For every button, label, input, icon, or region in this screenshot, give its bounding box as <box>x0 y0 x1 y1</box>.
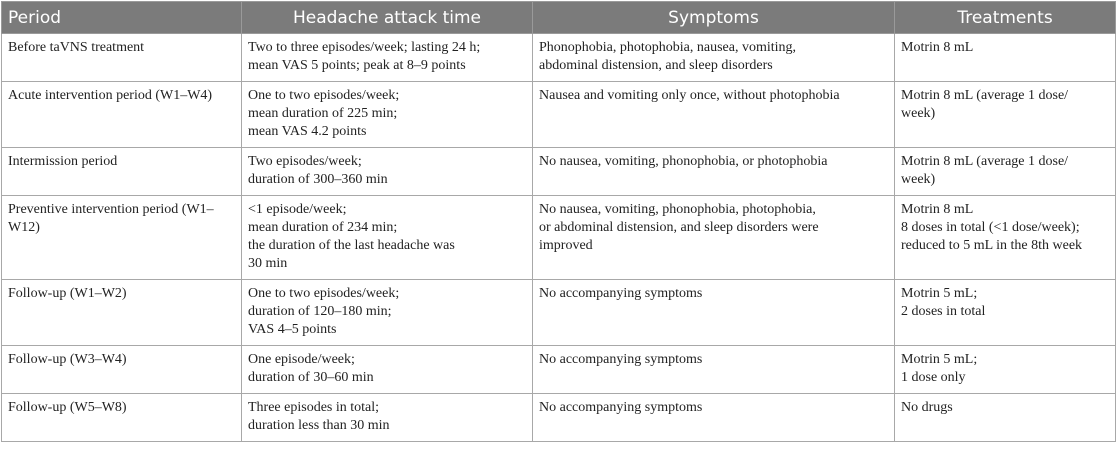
cell-line: Motrin 5 mL; <box>901 286 978 301</box>
cell-line: One to two episodes/week; <box>248 88 400 103</box>
cell-line: reduced to 5 mL in the 8th week <box>901 238 1083 253</box>
attack-time-cell <box>242 394 533 442</box>
period-cell: Follow-up (W1–W2) <box>2 280 242 346</box>
cell-line: 2 doses in total <box>901 304 986 319</box>
cell-line: duration less than 30 min <box>248 418 390 433</box>
cell-line: Two episodes/week; <box>248 154 362 169</box>
cell-line: Two to three episodes/week; lasting 24 h; <box>248 40 481 55</box>
cell-line: improved <box>539 238 593 253</box>
table-row <box>2 34 1116 82</box>
cell-line: <1 episode/week; <box>248 202 347 217</box>
treatments-cell <box>895 394 1116 442</box>
cell-line: No nausea, vomiting, phonophobia, or photophobia <box>539 154 828 169</box>
cell-line: week) <box>901 106 936 121</box>
treatments-cell <box>895 34 1116 82</box>
period-cell: Follow-up (W3–W4) <box>2 346 242 394</box>
attack-time-cell <box>242 148 533 196</box>
treatments-cell <box>895 196 1116 280</box>
cell-line: abdominal distension, and sleep disorders <box>539 58 773 73</box>
attack-time-cell <box>242 196 533 280</box>
symptoms-cell <box>533 346 895 394</box>
attack-time-cell <box>242 346 533 394</box>
cell-line: duration of 120–180 min; <box>248 304 392 319</box>
table-row <box>2 148 1116 196</box>
cell-line: duration of 30–60 min <box>248 370 374 385</box>
header-symptoms: Symptoms <box>533 2 895 34</box>
cell-line: Motrin 8 mL <box>901 40 974 55</box>
table-row <box>2 82 1116 148</box>
cell-line: One episode/week; <box>248 352 355 367</box>
header-row <box>2 2 1116 34</box>
header-attack-time: Headache attack time <box>242 2 533 34</box>
table-row <box>2 196 1116 280</box>
cell-line: mean duration of 225 min; <box>248 106 398 121</box>
cell-line: 8 doses in total (<1 dose/week); <box>901 220 1080 235</box>
attack-time-cell <box>242 82 533 148</box>
cell-line: mean VAS 4.2 points <box>248 124 367 139</box>
symptoms-cell <box>533 394 895 442</box>
treatments-cell <box>895 148 1116 196</box>
symptoms-cell <box>533 82 895 148</box>
cell-line: 1 dose only <box>901 370 966 385</box>
period-cell: Follow-up (W5–W8) <box>2 394 242 442</box>
table-row <box>2 280 1116 346</box>
cell-line: Three episodes in total; <box>248 400 380 415</box>
table-row <box>2 394 1116 442</box>
cell-line: Motrin 8 mL (average 1 dose/ <box>901 88 1069 103</box>
cell-line: Motrin 5 mL; <box>901 352 978 367</box>
symptoms-cell <box>533 196 895 280</box>
period-cell: Acute intervention period (W1–W4) <box>2 82 242 148</box>
cell-line: No drugs <box>901 400 953 415</box>
cell-line: No accompanying symptoms <box>539 400 703 415</box>
cell-line: VAS 4–5 points <box>248 322 337 337</box>
period-cell: Before taVNS treatment <box>2 34 242 82</box>
attack-time-cell <box>242 280 533 346</box>
cell-line: Motrin 8 mL <box>901 202 974 217</box>
cell-line: No accompanying symptoms <box>539 286 703 301</box>
symptoms-cell <box>533 34 895 82</box>
cell-line: Nausea and vomiting only once, without photophobia <box>539 88 840 103</box>
treatments-cell <box>895 280 1116 346</box>
treatments-cell <box>895 82 1116 148</box>
cell-line: No nausea, vomiting, phonophobia, photophobia, <box>539 202 816 217</box>
symptoms-cell <box>533 280 895 346</box>
cell-line: One to two episodes/week; <box>248 286 400 301</box>
attack-time-cell <box>242 34 533 82</box>
cell-line: the duration of the last headache was <box>248 238 455 253</box>
cell-line: Motrin 8 mL (average 1 dose/ <box>901 154 1069 169</box>
period-cell: Intermission period <box>2 148 242 196</box>
header-treatments: Treatments <box>895 2 1116 34</box>
symptoms-cell <box>533 148 895 196</box>
cell-line: mean duration of 234 min; <box>248 220 398 235</box>
cell-line: 30 min <box>248 256 288 271</box>
treatment-table <box>1 1 1116 442</box>
cell-line: Phonophobia, photophobia, nausea, vomiting, <box>539 40 797 55</box>
cell-line: duration of 300–360 min <box>248 172 388 187</box>
cell-line: No accompanying symptoms <box>539 352 703 367</box>
cell-line: or abdominal distension, and sleep disorders were <box>539 220 819 235</box>
period-cell: Preventive intervention period (W1–W12) <box>2 196 242 280</box>
treatments-cell <box>895 346 1116 394</box>
cell-line: mean VAS 5 points; peak at 8–9 points <box>248 58 466 73</box>
cell-line: week) <box>901 172 936 187</box>
header-period: Period <box>2 2 242 34</box>
table-row <box>2 346 1116 394</box>
